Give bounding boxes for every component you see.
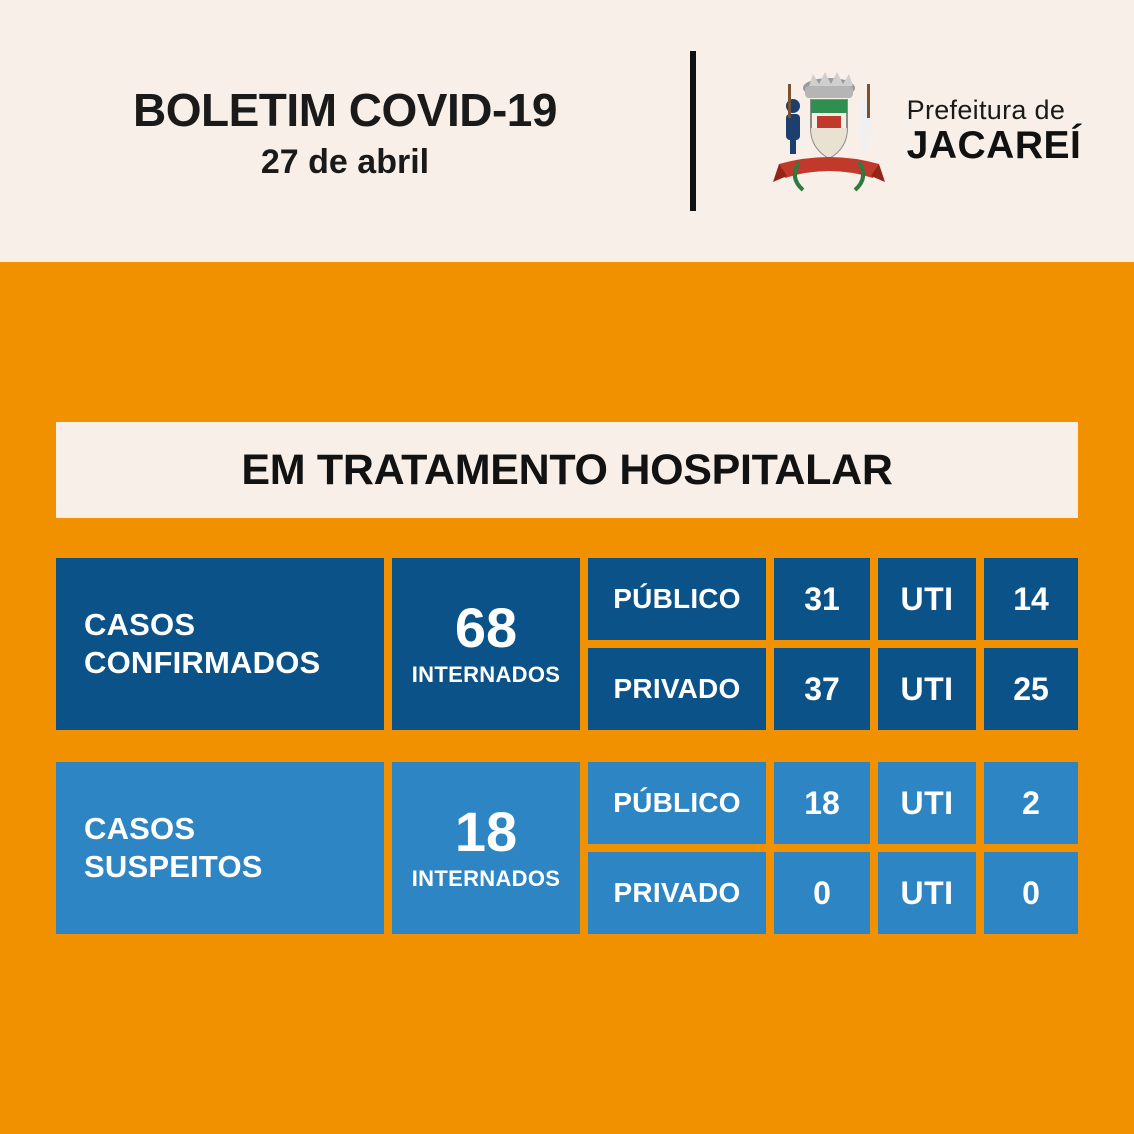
suspect-total-caption: INTERNADOS [411, 866, 561, 891]
suspect-public-uti-count: 2 [984, 762, 1078, 844]
confirmed-public-label: PÚBLICO [588, 558, 766, 640]
table-row [588, 762, 1078, 844]
suspect-label-line2: SUSPEITOS [84, 849, 263, 884]
confirmed-total-caption: INTERNADOS [411, 662, 561, 687]
page-date: 27 de abril [260, 142, 430, 181]
brand-text [907, 97, 1082, 165]
suspect-rows [588, 762, 1078, 934]
suspect-label-line1: CASOS [84, 811, 196, 847]
suspect-private-count: 0 [774, 852, 870, 934]
brand-group [696, 66, 1134, 196]
suspect-public-uti-label: UTI [878, 762, 976, 844]
confirmed-public-uti-label: UTI [878, 558, 976, 640]
suspect-cases-block [56, 762, 1078, 934]
confirmed-rows [588, 558, 1078, 730]
page-title: BOLETIM COVID-19 [133, 84, 557, 137]
confirmed-private-uti-count: 25 [984, 648, 1078, 730]
suspect-public-count: 18 [774, 762, 870, 844]
suspect-private-uti-count: 0 [984, 852, 1078, 934]
confirmed-public-count: 31 [774, 558, 870, 640]
confirmed-label-line2: CONFIRMADOS [84, 645, 321, 680]
suspect-public-label: PÚBLICO [588, 762, 766, 844]
confirmed-public-uti-count: 14 [984, 558, 1078, 640]
table-row [588, 648, 1078, 730]
confirmed-label [56, 558, 384, 730]
confirmed-private-label: PRIVADO [588, 648, 766, 730]
confirmed-private-count: 37 [774, 648, 870, 730]
confirmed-private-uti-label: UTI [878, 648, 976, 730]
suspect-total [392, 762, 580, 934]
header-title-group [0, 80, 690, 181]
confirmed-total [392, 558, 580, 730]
brand-prefix: Prefeitura de [906, 95, 1066, 125]
header [0, 0, 1134, 262]
confirmed-total-value: 68 [454, 596, 518, 659]
suspect-private-label: PRIVADO [588, 852, 766, 934]
suspect-total-value: 18 [454, 800, 518, 863]
section-banner [56, 422, 1078, 518]
confirmed-cases-block [56, 558, 1078, 730]
suspect-label [56, 762, 384, 934]
suspect-private-uti-label: UTI [878, 852, 976, 934]
coat-of-arms-icon [769, 66, 889, 196]
table-row [588, 852, 1078, 934]
confirmed-label-line1: CASOS [84, 607, 196, 643]
brand-city: JACAREÍ [906, 124, 1082, 167]
table-row [588, 558, 1078, 640]
section-title: EM TRATAMENTO HOSPITALAR [241, 445, 893, 494]
